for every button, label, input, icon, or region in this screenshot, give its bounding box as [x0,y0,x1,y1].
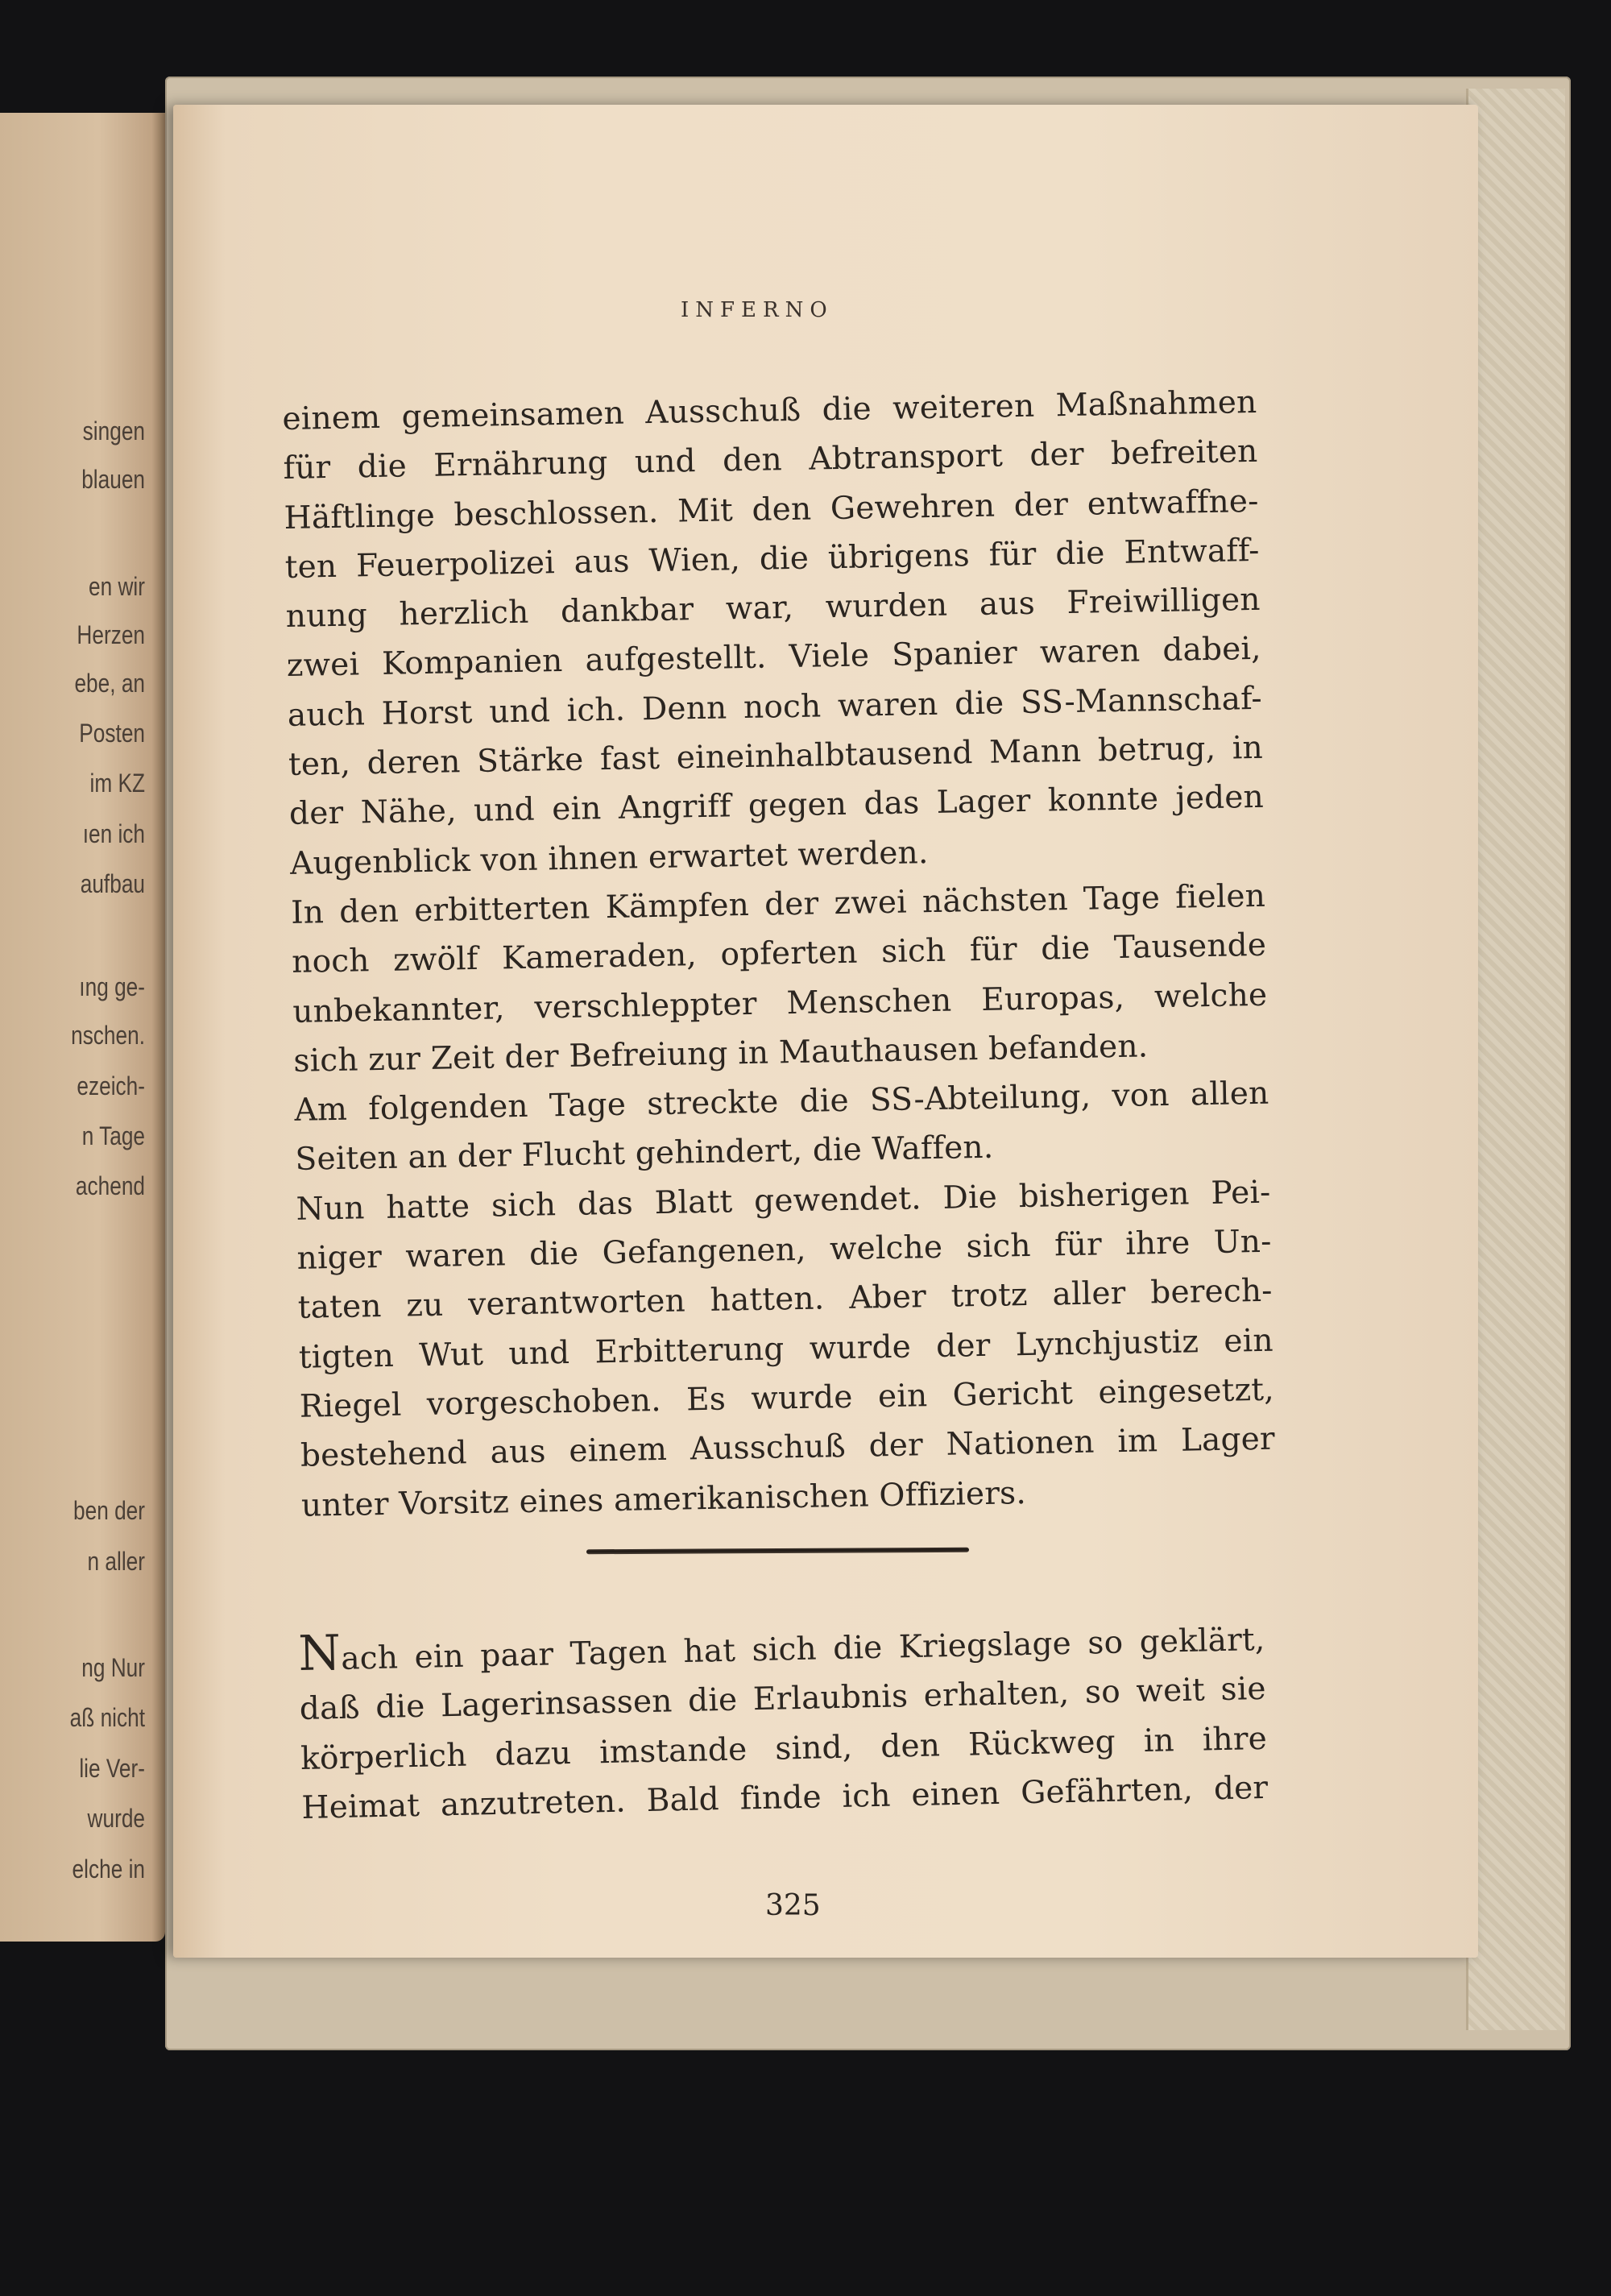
left-page-fragment: nschen. [71,1021,145,1050]
left-page-fragment: ng Nur [81,1653,145,1682]
left-page-fragment: n Tage [81,1121,145,1150]
text-line: Riegel vorgeschoben. Es wurde ein Gericht eingesetzt, [299,1371,1275,1425]
left-page-fragment: ıng ge- [79,972,145,1001]
text-line: Augenblick von ihnen erwartet werden. [289,834,929,882]
left-page-fragment: Posten [79,719,145,748]
text-line: bestehend aus einem Ausschuß der Nationen im Lager [300,1420,1276,1475]
left-facing-page [0,113,165,1942]
text-line: daß die Lagerinsassen die Erlaubnis erhalten, so weit sie [299,1671,1267,1728]
text-line: niger waren die Gefangenen, welche sich für ihre Un- [296,1223,1272,1277]
body-text-block [282,378,1276,1531]
text-line: Seiten an der Flucht gehindert, die Waffen. [295,1129,994,1179]
text-line: Am folgenden Tage streckte die SS-Abteilung, von allen [294,1075,1269,1129]
left-page-fragment: en wir [89,572,145,601]
left-page-fragment: aß nicht [69,1703,145,1732]
text-line: Heimat anzutreten. Bald finde ich einen Gefährten, der [301,1769,1269,1826]
text-line: nung herzlich dankbar war, wurden aus Freiwilligen [285,582,1261,636]
drop-cap: N [297,1624,342,1682]
text-line: zwei Kompanien aufgestellt. Viele Spanier waren dabei, [286,631,1262,685]
section-2-text-block [298,1615,1269,1833]
left-page-fragment: singen [82,417,145,446]
left-page-fragment: wurde [87,1804,145,1833]
left-page-fragment: n aller [87,1547,145,1576]
text-line: einem gemeinsamen Ausschuß die weiteren Maßnahmen [282,383,1257,437]
text-line: tigten Wut und Erbitterung wurde der Lynchjustiz ein [298,1322,1274,1376]
left-page-fragment: blauen [81,465,145,494]
text-line: Häftlinge beschlossen. Mit den Gewehren der entwaffne- [284,483,1259,537]
text-line: sich zur Zeit der Befreiung in Mauthausen befanden. [293,1028,1149,1080]
text-line: In den erbitterten Kämpfen der zwei nächsten Tage fielen [290,877,1266,931]
book-cover-edge [1466,89,1565,2030]
left-page-fragment: ebe, an [74,669,145,698]
text-line: taten zu verantworten hatten. Aber trotz aller berech- [297,1273,1273,1327]
text-line: Nun hatte sich das Blatt gewendet. Die bisherigen Pei- [296,1174,1271,1228]
text-line: körperlich dazu imstande sind, den Rückweg in ihre [300,1720,1268,1777]
text-line: für die Ernährung und den Abtransport der befreiten [283,433,1258,487]
text-line: ten Feuerpolizei aus Wien, die übrigens für die Entwaff- [284,532,1260,586]
text-line: auch Horst und ich. Denn noch waren die SS-Mannschaf- [287,680,1263,734]
left-page-fragment: ıen ich [82,819,145,848]
text-line: der Nähe, und ein Angriff gegen das Lager konnte jeden [288,779,1265,833]
left-page-fragment: ben der [73,1496,145,1525]
left-page-fragment: im KZ [89,769,145,798]
text-line: unter Vorsitz eines amerikanischen Offiziers. [300,1474,1027,1524]
left-page-fragment: ezeich- [77,1071,145,1100]
text-line: noch zwölf Kameraden, opferten sich für die Tausende [291,927,1267,981]
running-head: INFERNO [681,298,834,322]
left-page-fragment: lie Ver- [79,1754,145,1783]
first-line-rest: ach ein paar Tagen hat sich die Kriegslage so geklärt, [340,1621,1265,1677]
text-line: ten, deren Stärke fast eineinhalbtausend Mann betrug, in [288,729,1264,784]
text-line: unbekannter, verschleppter Menschen Europas, welche [292,976,1268,1030]
left-page-fragment: achend [75,1171,145,1200]
left-page-fragment: aufbau [80,869,145,898]
left-page-fragment: elche in [72,1855,145,1884]
left-page-fragment: Herzen [77,620,145,649]
page-number: 325 [765,1889,821,1922]
